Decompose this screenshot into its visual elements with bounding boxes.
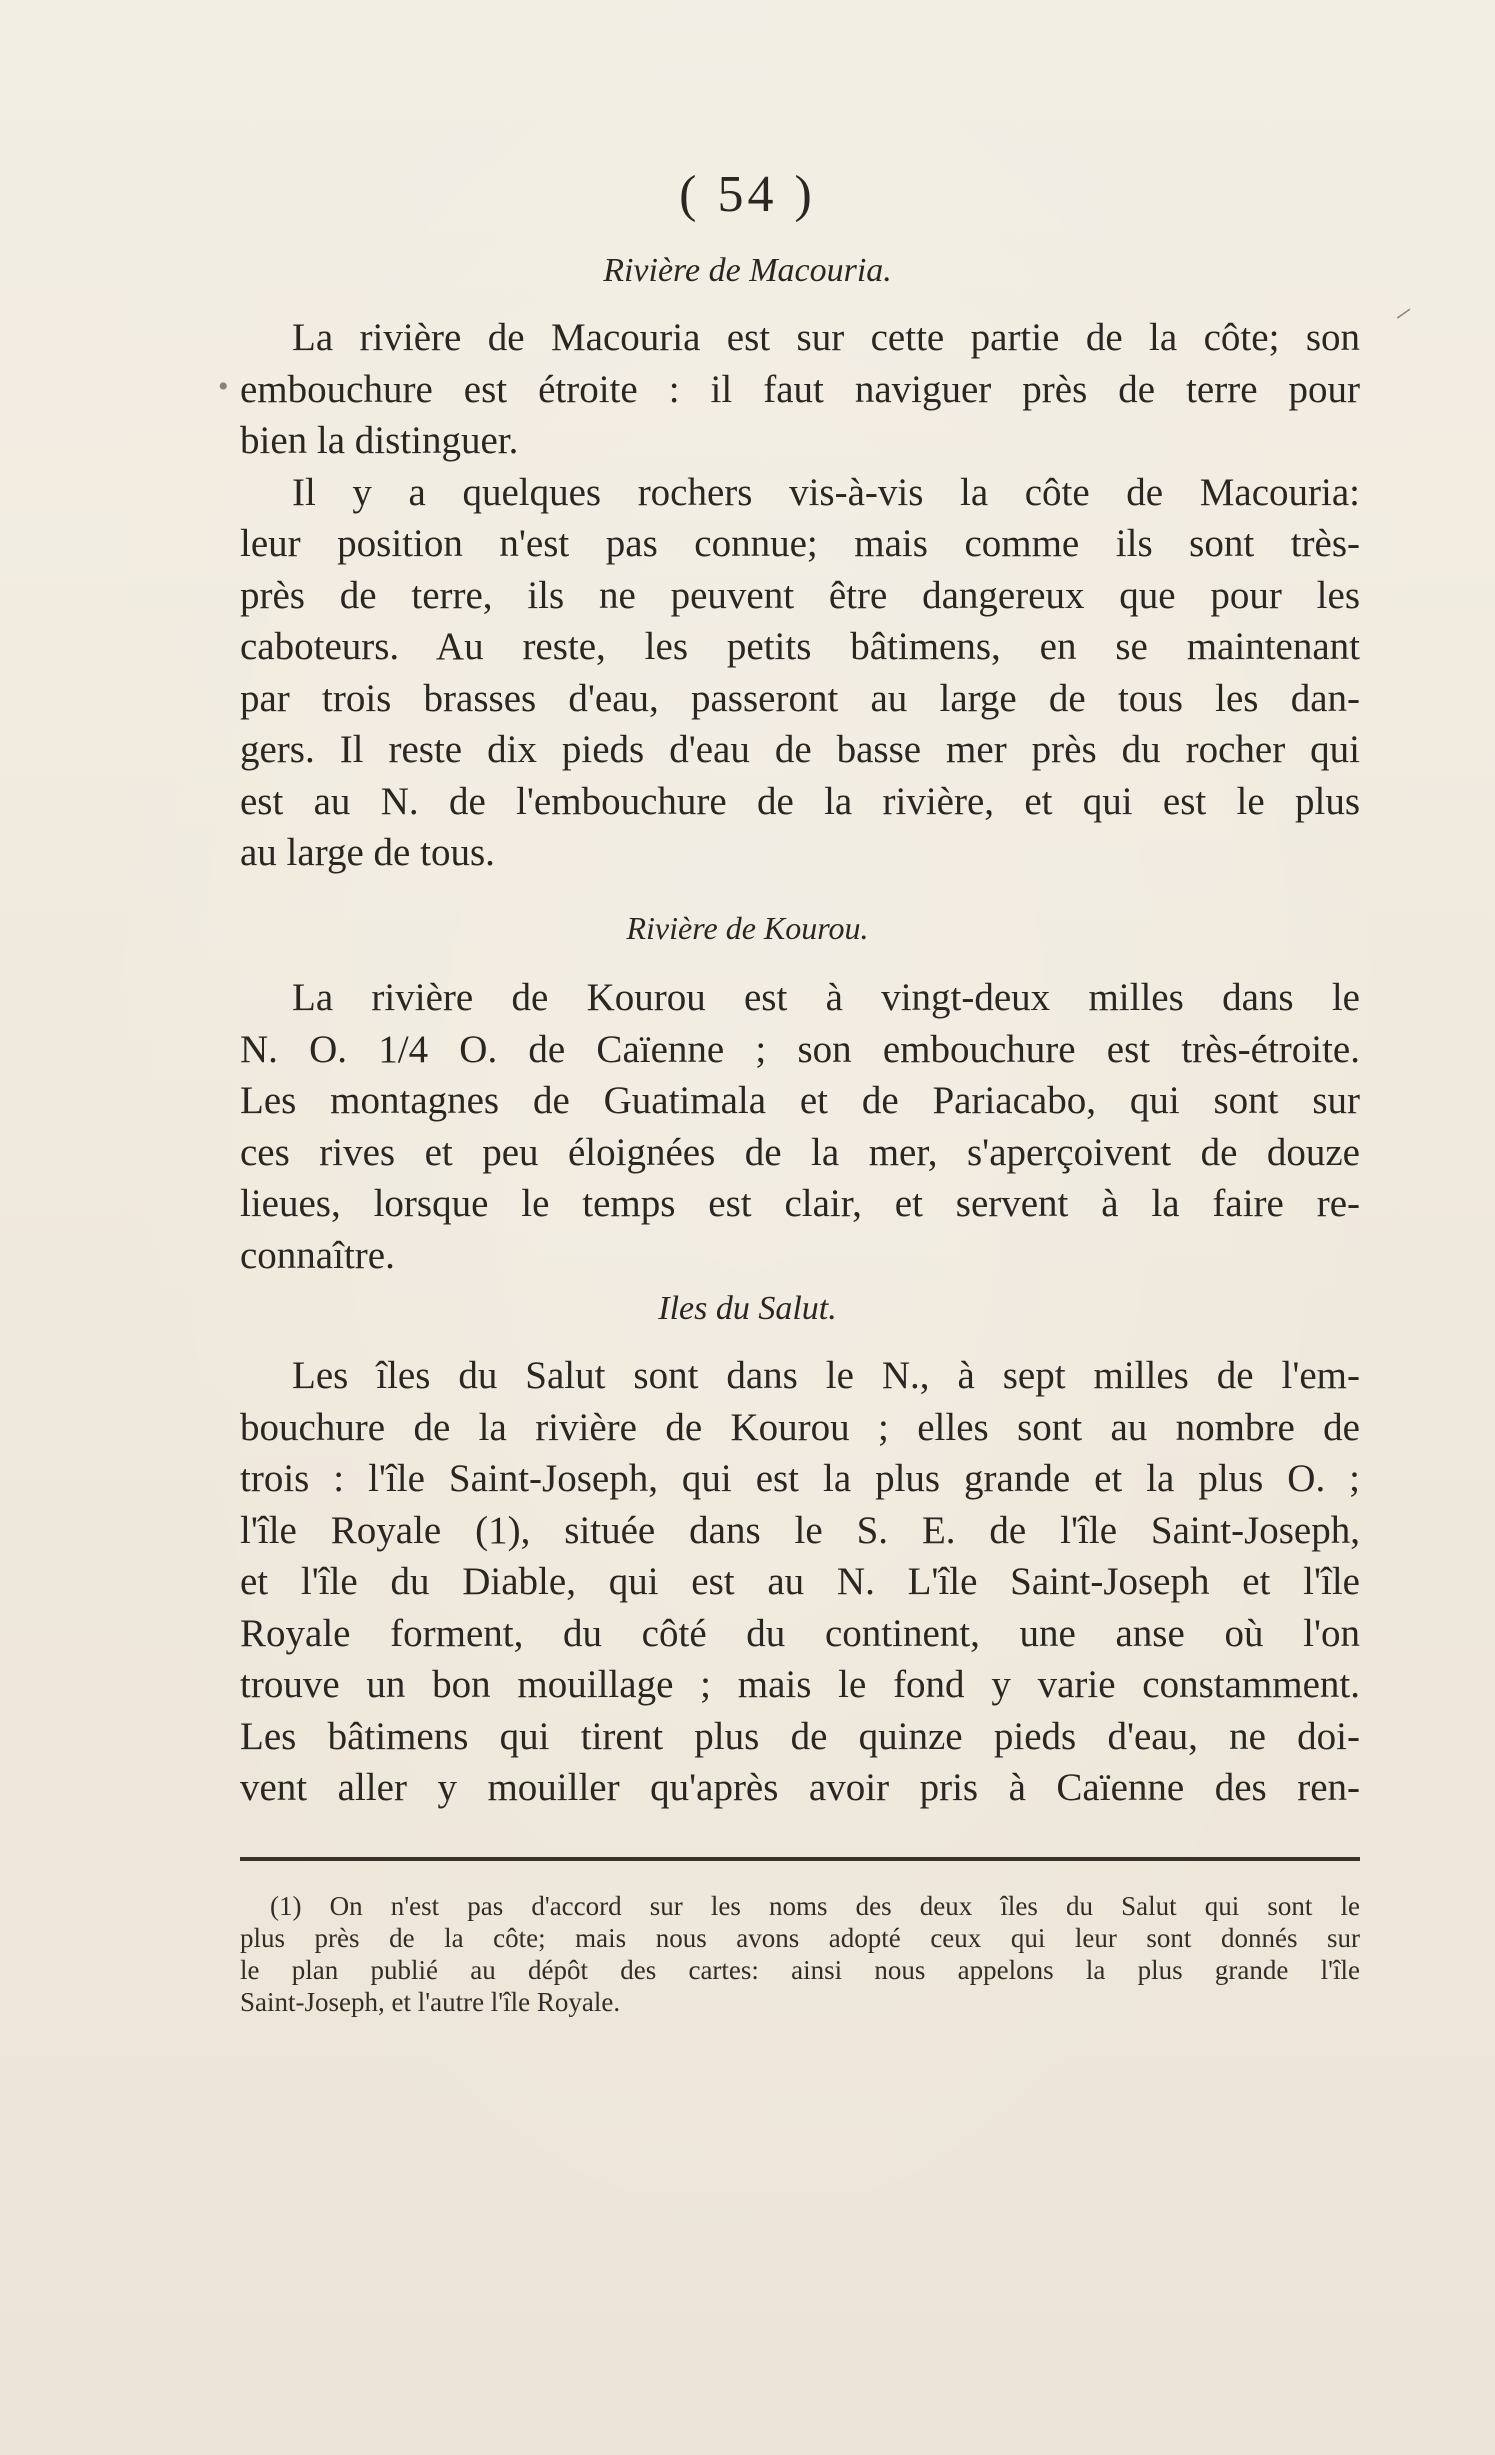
text-line: vent aller y mouiller qu'après avoir pris à Caïenne des ren- bbox=[240, 1766, 1360, 1809]
text-line: leur position n'est pas connue; mais comme ils sont très- bbox=[240, 522, 1360, 565]
text-line: et l'île du Diable, qui est au N. L'île Saint-Joseph et l'île bbox=[240, 1560, 1360, 1603]
margin-dot-mark: • bbox=[218, 370, 229, 403]
text-line: La rivière de Kourou est à vingt-deux milles dans le bbox=[292, 976, 1360, 1019]
text-line: Les îles du Salut sont dans le N., à sept milles de l'em- bbox=[292, 1354, 1360, 1397]
paragraph-salut bbox=[240, 1350, 1360, 1814]
section-heading-salut: Iles du Salut. bbox=[658, 1290, 837, 1327]
page-number: ( 54 ) bbox=[679, 166, 816, 223]
footnote-line: plus près de la côte; mais nous avons adopté ceux qui leur sont donnés sur bbox=[240, 1923, 1360, 1953]
margin-stroke-mark: ‒ bbox=[1386, 293, 1418, 330]
text-line: embouchure est étroite : il faut naviguer près de terre pour bbox=[240, 367, 1360, 411]
section-heading-kourou: Rivière de Kourou. bbox=[626, 910, 869, 946]
section-heading-macouria: Rivière de Macouria. bbox=[603, 252, 892, 289]
text-line: gers. Il reste dix pieds d'eau de basse mer près du rocher qui bbox=[240, 728, 1360, 771]
footnote-line: Saint-Joseph, et l'autre l'île Royale. bbox=[240, 1987, 621, 2017]
footnote-line: (1) On n'est pas d'accord sur les noms des deux îles du Salut qui sont le bbox=[270, 1891, 1360, 1921]
text-line: N. O. 1/4 O. de Caïenne ; son embouchure est très-étroite. bbox=[240, 1027, 1360, 1071]
text-line: trois : l'île Saint-Joseph, qui est la plus grande et la plus O. ; bbox=[240, 1457, 1360, 1500]
text-line: trouve un bon mouillage ; mais le fond y varie constamment. bbox=[240, 1663, 1360, 1706]
text-line: Royale forment, du côté du continent, une anse où l'on bbox=[240, 1611, 1360, 1655]
footnote-line: le plan publié au dépôt des cartes: ainsi nous appelons la plus grande l'île bbox=[240, 1955, 1360, 1985]
text-line: Les montagnes de Guatimala et de Pariacabo, qui sont sur bbox=[240, 1079, 1360, 1122]
text-line: au large de tous. bbox=[240, 831, 495, 874]
text-line: l'île Royale (1), située dans le S. E. de l'île Saint-Joseph, bbox=[240, 1508, 1360, 1552]
footnote-rule bbox=[240, 1857, 1360, 1861]
text-line: caboteurs. Au reste, les petits bâtimens, en se maintenant bbox=[240, 625, 1360, 668]
text-line: La rivière de Macouria est sur cette partie de la côte; son bbox=[292, 316, 1360, 359]
text-line: ces rives et peu éloignées de la mer, s'aperçoivent de douze bbox=[240, 1130, 1360, 1174]
text-line: connaître. bbox=[240, 1233, 395, 1277]
text-line: bien la distinguer. bbox=[240, 419, 519, 462]
paragraph-kourou bbox=[240, 972, 1360, 1281]
text-line: près de terre, ils ne peuvent être dangereux que pour les bbox=[240, 573, 1360, 617]
footnote bbox=[240, 1890, 1360, 2018]
paragraph-macouria bbox=[240, 312, 1360, 879]
text-line: par trois brasses d'eau, passeront au large de tous les dan- bbox=[240, 676, 1360, 720]
text-line: Il y a quelques rochers vis-à-vis la côte de Macouria: bbox=[292, 470, 1360, 514]
text-line: est au N. de l'embouchure de la rivière, et qui est le plus bbox=[240, 779, 1360, 823]
text-line: bouchure de la rivière de Kourou ; elles sont au nombre de bbox=[240, 1405, 1360, 1449]
text-line: lieues, lorsque le temps est clair, et servent à la faire re- bbox=[240, 1182, 1360, 1225]
text-line: Les bâtimens qui tirent plus de quinze pieds d'eau, ne doi- bbox=[240, 1714, 1360, 1758]
